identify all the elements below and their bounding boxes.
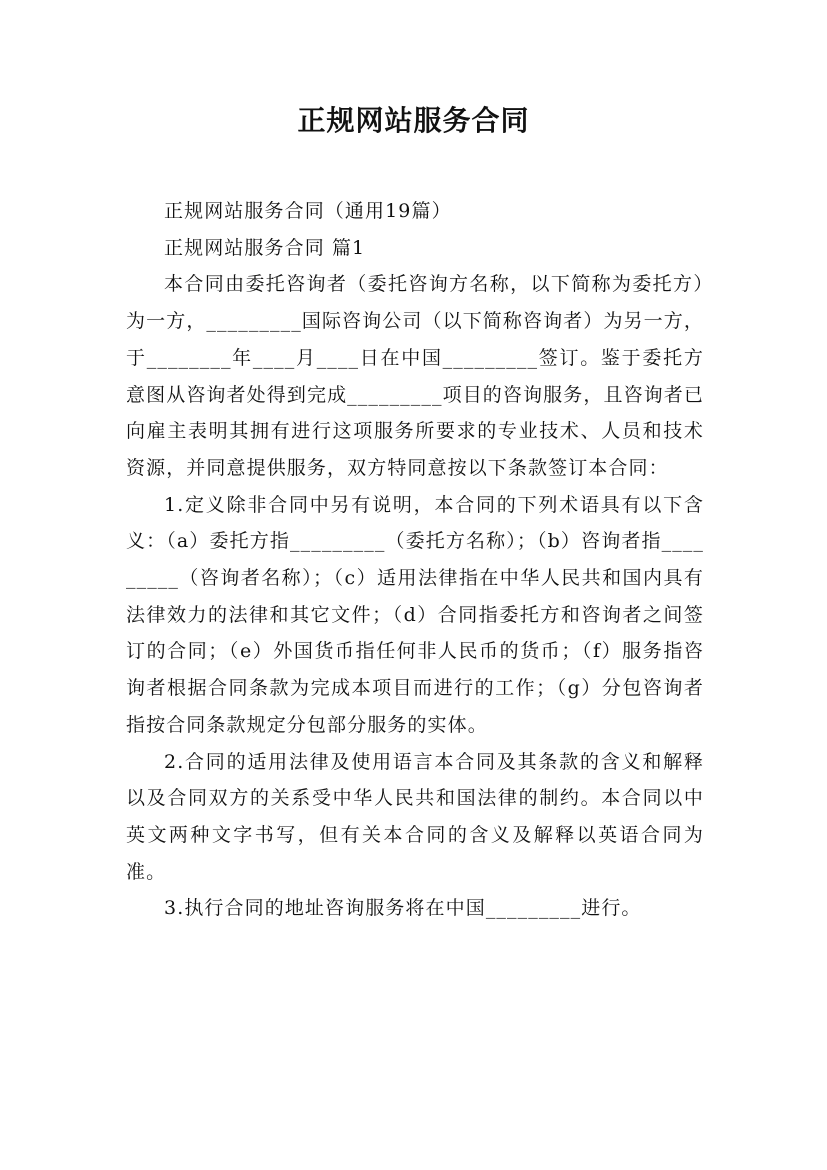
document-body bbox=[126, 193, 704, 927]
paragraph-section-heading: 正规网站服务合同 篇1 bbox=[164, 236, 366, 259]
paragraph-preamble: 本合同由委托咨询者（委托咨询方名称，以下简称为委托方）为一方，_________国际咨询公司（以下简称咨询者）为另一方，于________年____月____日在中国_________签订。鉴于委托方意图从咨询者处得到完成_________项目的咨询服务，且咨询者已向雇主表明其拥有进行这项服务所要求的专业技术、人员和技术资源，并同意提供服务，双方特同意按以下条款签订本合同： bbox=[126, 273, 704, 479]
paragraph-clause-1: 1.定义除非合同中另有说明，本合同的下列术语具有以下含义：（a）委托方指_________（委托方名称）；（b）咨询者指_________（咨询者名称）；（c）适用法律指在中华人民共和国内具有法律效力的法律和其它文件；（d）合同指委托方和咨询者之间签订的合同；（e）外国货币指任何非人民币的货币；（f）服务指咨询者根据合同条款为完成本项目而进行的工作；（g）分包咨询者指按合同条款规定分包部分服务的实体。 bbox=[126, 493, 704, 736]
paragraph-clause-3: 3.执行合同的地址咨询服务将在中国_________进行。 bbox=[164, 897, 642, 920]
paragraph-clause-2: 2.合同的适用法律及使用语言本合同及其条款的含义和解释以及合同双方的关系受中华人民共和国法律的制约。本合同以中英文两种文字书写，但有关本合同的含义及解释以英语合同为准。 bbox=[126, 750, 704, 883]
document-title: 正规网站服务合同 bbox=[297, 104, 530, 137]
paragraph-subtitle: 正规网站服务合同（通用19篇） bbox=[164, 200, 452, 222]
